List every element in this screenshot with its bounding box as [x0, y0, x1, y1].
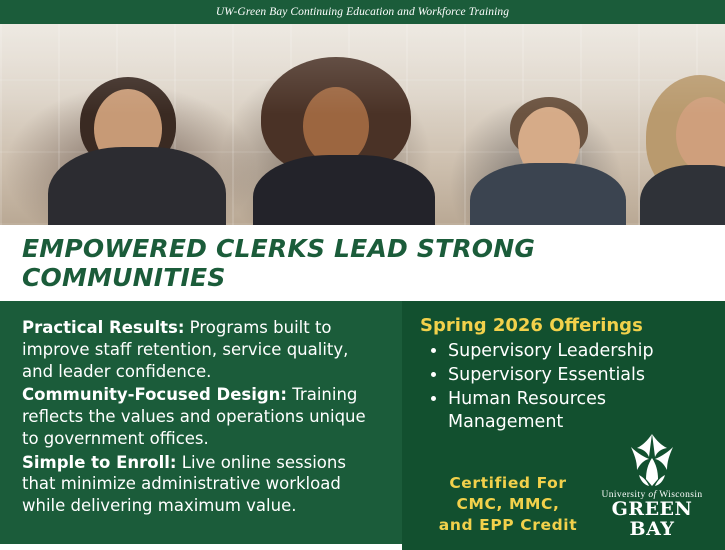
hero-photo: [0, 24, 725, 225]
person-2-body: [253, 155, 435, 225]
certification-line-2: CMC, MMC,: [456, 495, 560, 514]
benefit-item: [22, 452, 380, 517]
hero-person-2: [243, 57, 443, 225]
benefit-item: [22, 384, 380, 449]
person-1-body: [48, 147, 226, 225]
logo-of: of: [648, 490, 657, 501]
bottom-white-strip: [0, 544, 402, 550]
offerings-title: Spring 2026 Offerings: [420, 315, 643, 336]
person-3-body: [470, 163, 626, 225]
benefit-body: Programs built to improve staff retention, service quality, and leader confidence.: [22, 318, 349, 381]
offering-item: • Supervisory Essentials: [448, 364, 709, 387]
person-2-head: [303, 87, 369, 165]
top-banner: [0, 0, 725, 24]
offerings-list: [418, 340, 709, 434]
hero-person-1: [48, 75, 226, 225]
certification-note: [418, 473, 598, 536]
hero-person-3: [470, 97, 626, 225]
certification-line-3: and EPP Credit: [438, 516, 578, 535]
lower-section: [0, 301, 725, 550]
benefit-item: [22, 317, 380, 382]
benefit-lead: Community-Focused Design:: [22, 385, 288, 405]
person-4-body: [640, 165, 725, 225]
offerings-column: [402, 301, 725, 550]
logo-wisconsin: Wisconsin: [659, 490, 703, 501]
top-banner-text: UW-Green Bay Continuing Education and Workforce Training: [215, 6, 510, 18]
logo-wordmark-line-2: GREEN BAY: [611, 498, 693, 541]
logo-university: University: [601, 490, 646, 501]
certification-line-1: Certified For: [449, 474, 567, 493]
headline-band: [0, 225, 725, 301]
page-title: EMPOWERED CLERKS LEAD STRONG COMMUNITIES: [22, 234, 536, 292]
benefits-column: [0, 301, 402, 550]
benefit-lead: Practical Results:: [22, 318, 185, 337]
phoenix-logo-icon: [621, 431, 683, 489]
benefit-body: Training reflects the values and operations unique to government offices.: [22, 385, 366, 448]
benefit-lead: Simple to Enroll:: [22, 452, 177, 472]
university-logo: [593, 431, 711, 540]
offering-item: • Supervisory Leadership: [448, 340, 709, 363]
offering-item: • Human Resources Management: [448, 388, 709, 434]
benefit-body: Live online sessions that minimize administrative workload while delivering maximum value.: [22, 452, 346, 516]
hero-person-4: [640, 75, 725, 225]
